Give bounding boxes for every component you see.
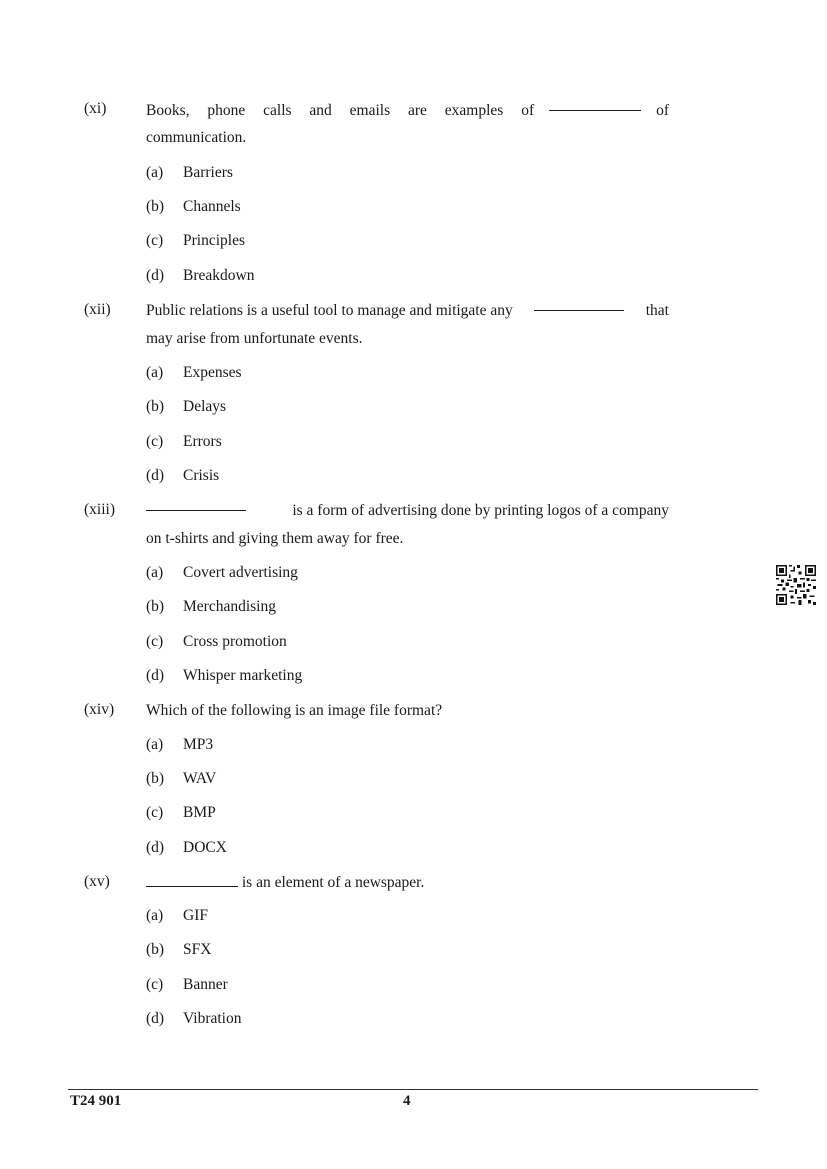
question-number: (xiii) <box>84 501 115 518</box>
question-number: (xii) <box>84 301 111 318</box>
option-text: Delays <box>183 398 227 415</box>
question-stem <box>146 496 669 525</box>
stem-line-2: on t-shirts and giving them away for free. <box>146 530 404 547</box>
stem-text-after: that <box>645 302 669 319</box>
option-text: Merchandising <box>183 598 276 615</box>
option-a <box>146 364 242 382</box>
fill-in-blank <box>549 96 641 111</box>
option-label: (d) <box>146 839 165 856</box>
option-c <box>146 633 287 651</box>
option-label: (c) <box>146 433 164 450</box>
option-label: (c) <box>146 633 164 650</box>
option-text: Crisis <box>183 467 220 484</box>
option-label: (b) <box>146 598 165 615</box>
option-text: SFX <box>183 941 212 958</box>
option-text: DOCX <box>183 839 227 856</box>
option-text: Banner <box>183 976 228 993</box>
option-c <box>146 232 245 250</box>
page-number: 4 <box>403 1093 411 1109</box>
option-label: (c) <box>146 232 164 249</box>
option-b <box>146 398 226 416</box>
question-stem <box>146 868 669 897</box>
option-d <box>146 467 219 485</box>
stem-text-after: of <box>656 102 669 119</box>
option-text: Errors <box>183 433 222 450</box>
fill-in-blank <box>534 296 624 311</box>
option-b <box>146 598 276 616</box>
option-a <box>146 907 208 925</box>
question-number: (xv) <box>84 873 110 890</box>
option-label: (d) <box>146 667 165 684</box>
stem-text-after: is an element of a newspaper. <box>241 874 425 891</box>
option-c <box>146 976 228 994</box>
option-text: BMP <box>183 804 216 821</box>
option-d <box>146 1010 241 1028</box>
option-text: Breakdown <box>183 267 255 284</box>
option-text: Expenses <box>183 364 242 381</box>
option-label: (a) <box>146 907 164 924</box>
stem-text: Public relations is a useful tool to manage and mitigate any <box>146 302 513 319</box>
fill-in-blank <box>146 496 246 511</box>
option-c <box>146 433 222 451</box>
option-text: WAV <box>183 770 217 787</box>
option-label: (c) <box>146 804 164 821</box>
fill-in-blank <box>146 872 238 887</box>
option-d <box>146 839 227 857</box>
option-label: (d) <box>146 1010 165 1027</box>
option-label: (d) <box>146 467 165 484</box>
option-label: (b) <box>146 770 165 787</box>
option-a <box>146 736 213 754</box>
option-text: Vibration <box>183 1010 242 1027</box>
question-stem: Which of the following is an image file format? <box>146 702 443 719</box>
option-text: Cross promotion <box>183 633 287 650</box>
option-text: MP3 <box>183 736 214 753</box>
stem-line-2: communication. <box>146 129 247 146</box>
option-d <box>146 667 302 685</box>
stem-line-2: may arise from unfortunate events. <box>146 330 363 347</box>
option-text: Barriers <box>183 164 233 181</box>
paper-code: T24 901 <box>70 1093 122 1109</box>
question-number: (xi) <box>84 100 107 117</box>
option-text: GIF <box>183 907 208 924</box>
option-label: (b) <box>146 941 165 958</box>
option-text: Covert advertising <box>183 564 298 581</box>
option-label: (a) <box>146 364 164 381</box>
footer-divider <box>68 1089 758 1090</box>
option-b <box>146 198 241 216</box>
option-label: (b) <box>146 398 165 415</box>
option-label: (a) <box>146 564 164 581</box>
option-text: Channels <box>183 198 241 215</box>
option-b <box>146 941 211 959</box>
option-text: Whisper marketing <box>183 667 303 684</box>
option-b <box>146 770 216 788</box>
option-a <box>146 564 298 582</box>
stem-text: Books, phone calls and emails are examples of <box>146 102 535 119</box>
stem-text-after: is a form of advertising done by printing logos of a company <box>292 502 669 519</box>
option-a <box>146 164 233 182</box>
option-label: (c) <box>146 976 164 993</box>
option-label: (a) <box>146 736 164 753</box>
question-stem <box>146 296 669 325</box>
question-number: (xiv) <box>84 701 115 718</box>
option-text: Principles <box>183 232 245 249</box>
option-c <box>146 804 216 822</box>
option-d <box>146 267 254 285</box>
qr-code-icon <box>776 565 816 605</box>
question-stem <box>146 96 669 125</box>
option-label: (a) <box>146 164 164 181</box>
option-label: (d) <box>146 267 165 284</box>
option-label: (b) <box>146 198 165 215</box>
